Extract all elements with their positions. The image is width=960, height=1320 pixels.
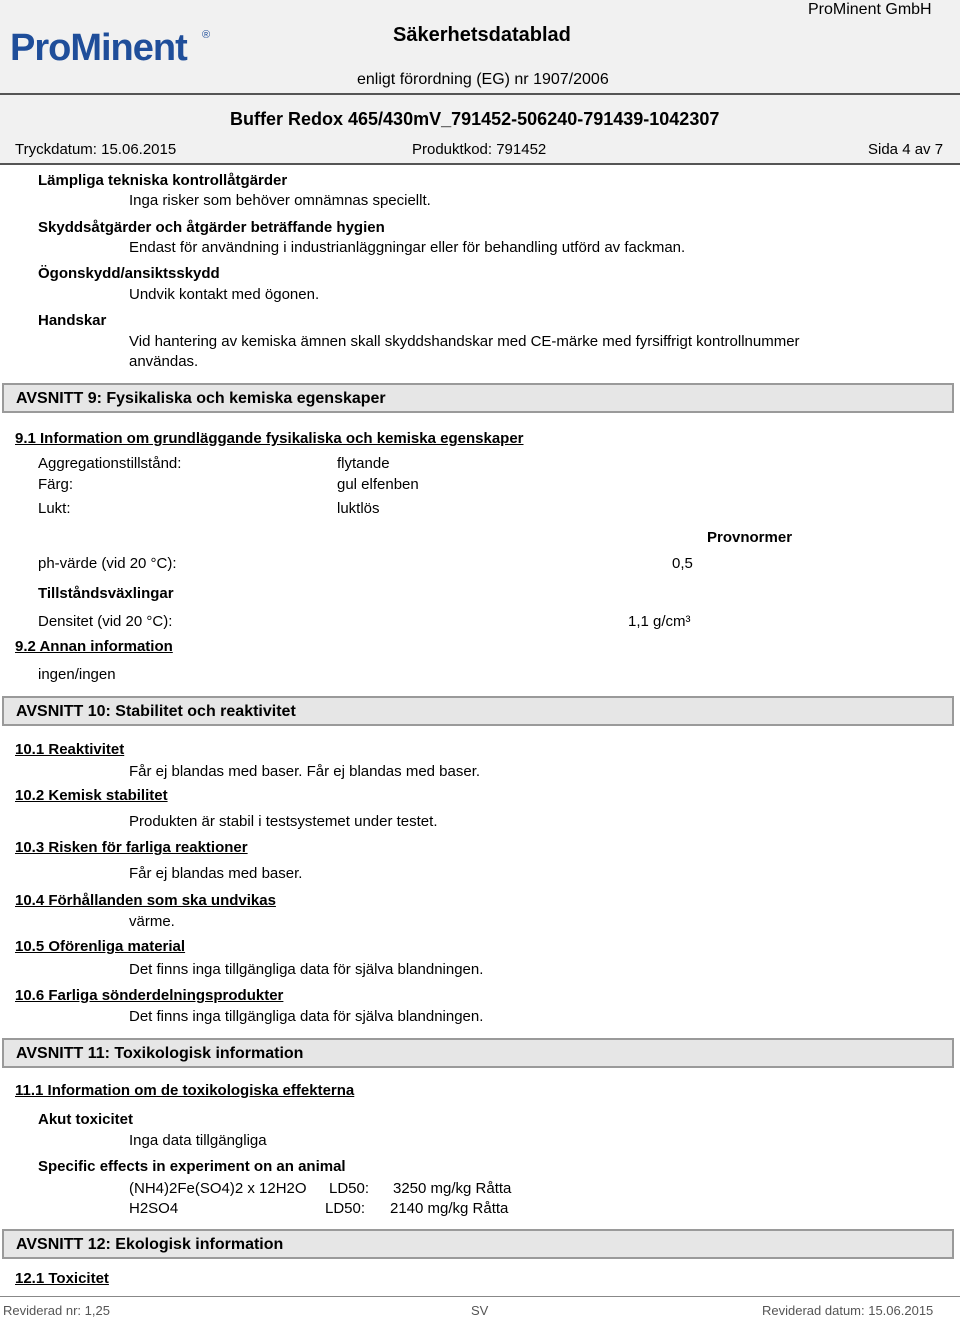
incompatible-text: Det finns inga tillgängliga data för själva blandningen.: [129, 961, 484, 978]
svg-text:ProMinent: ProMinent: [10, 27, 187, 69]
stability-text: Produkten är stabil i testsystemet under testet.: [129, 813, 438, 830]
color-label: Färg:: [38, 476, 74, 493]
acute-toxicity-text: Inga data tillgängliga: [129, 1132, 267, 1149]
product-name: Buffer Redox 465/430mV_791452-506240-791439-1042307: [230, 109, 720, 129]
print-date: Tryckdatum: 15.06.2015: [15, 141, 177, 158]
subsection-10-1: 10.1 Reaktivitet: [15, 741, 125, 758]
subsection-10-4: 10.4 Förhållanden som ska undvikas: [15, 892, 276, 909]
toxicity-row-substance: (NH4)2Fe(SO4)2 x 12H2O: [129, 1180, 307, 1197]
hazardous-reactions-text: Får ej blandas med baser.: [129, 865, 303, 882]
gloves-text-line1: Vid hantering av kemiska ämnen skall skyddshandskar med CE-märke med fyrsiffrigt kontrollnummer: [129, 333, 800, 350]
header-bottom-divider: [0, 163, 960, 165]
state-label: Aggregationstillstånd:: [38, 455, 182, 472]
phase-changes-heading: Tillståndsväxlingar: [38, 585, 174, 602]
section-9-title: AVSNITT 9: Fysikaliska och kemiska egenskaper: [16, 390, 386, 407]
gloves-heading: Handskar: [38, 312, 107, 329]
section-10-title: AVSNITT 10: Stabilitet och reaktivitet: [16, 703, 296, 720]
section-11-title: AVSNITT 11: Toxikologisk information: [16, 1045, 304, 1062]
specific-effects-heading: Specific effects in experiment on an animal: [38, 1158, 346, 1175]
eye-protection-text: Undvik kontakt med ögonen.: [129, 286, 320, 303]
eye-protection-heading: Ögonskydd/ansiktsskydd: [38, 265, 220, 282]
toxicity-row-test: LD50:: [325, 1200, 366, 1217]
color-value: gul elfenben: [337, 476, 419, 493]
odor-value: luktlös: [337, 500, 380, 517]
subsection-10-5: 10.5 Oförenliga material: [15, 938, 186, 955]
test-norms-heading: Provnormer: [707, 529, 793, 546]
section-11-header: [2, 1038, 954, 1068]
subsection-12-1: 12.1 Toxicitet: [15, 1270, 109, 1287]
tech-controls-heading: Lämpliga tekniska kontrollåtgärder: [38, 172, 288, 189]
language-code: SV: [471, 1303, 489, 1318]
conditions-text: värme.: [129, 913, 175, 930]
ph-label: ph-värde (vid 20 °C):: [38, 555, 177, 572]
decomposition-text: Det finns inga tillgängliga data för själva blandningen.: [129, 1008, 484, 1025]
toxicity-row-substance: H2SO4: [129, 1200, 179, 1217]
tech-controls-text: Inga risker som behöver omnämnas speciellt.: [129, 192, 431, 209]
other-info-text: ingen/ingen: [38, 666, 116, 683]
subsection-10-6: 10.6 Farliga sönderdelningsprodukter: [15, 987, 284, 1004]
section-12-title: AVSNITT 12: Ekologisk information: [16, 1236, 284, 1253]
subsection-10-2: 10.2 Kemisk stabilitet: [15, 787, 168, 804]
ph-value: 0,5: [672, 555, 693, 572]
page-number: Sida 4 av 7: [868, 141, 944, 158]
footer-divider: [0, 1296, 960, 1297]
hygiene-heading: Skyddsåtgärder och åtgärder beträffande hygien: [38, 219, 385, 236]
odor-label: Lukt:: [38, 500, 71, 517]
revision-date: Reviderad datum: 15.06.2015: [762, 1303, 934, 1318]
regulation-text: enligt förordning (EG) nr 1907/2006: [357, 71, 609, 88]
subsection-9-1: 9.1 Information om grundläggande fysikaliska och kemiska egenskaper: [15, 430, 524, 447]
toxicity-row-test: LD50:: [329, 1180, 370, 1197]
toxicity-row-value: 3250 mg/kg Råtta: [393, 1180, 512, 1197]
product-code: Produktkod: 791452: [412, 141, 547, 158]
toxicity-row-value: 2140 mg/kg Råtta: [390, 1200, 509, 1217]
state-value: flytande: [337, 455, 390, 472]
section-9-header: [2, 383, 954, 413]
gloves-text-line2: användas.: [129, 353, 199, 370]
hygiene-text: Endast för användning i industrianläggningar eller för behandling utförd av fackman.: [129, 239, 686, 256]
reactivity-text: Får ej blandas med baser. Får ej blandas med baser.: [129, 763, 481, 780]
document-title: Säkerhetsdatablad: [393, 24, 571, 46]
company-name: ProMinent GmbH: [808, 1, 932, 18]
svg-text:®: ®: [202, 29, 211, 41]
subsection-9-2: 9.2 Annan information: [15, 638, 173, 655]
subsection-10-3: 10.3 Risken för farliga reaktioner: [15, 839, 248, 856]
density-label: Densitet (vid 20 °C):: [38, 613, 173, 630]
density-value: 1,1 g/cm³: [628, 613, 691, 630]
section-12-header: [2, 1229, 954, 1259]
section-10-header: [2, 696, 954, 726]
revision-number: Reviderad nr: 1,25: [3, 1303, 110, 1318]
prominent-logo: [6, 20, 221, 70]
subsection-11-1: 11.1 Information om de toxikologiska effekterna: [15, 1082, 355, 1099]
header-divider: [0, 93, 960, 95]
acute-toxicity-heading: Akut toxicitet: [38, 1111, 134, 1128]
